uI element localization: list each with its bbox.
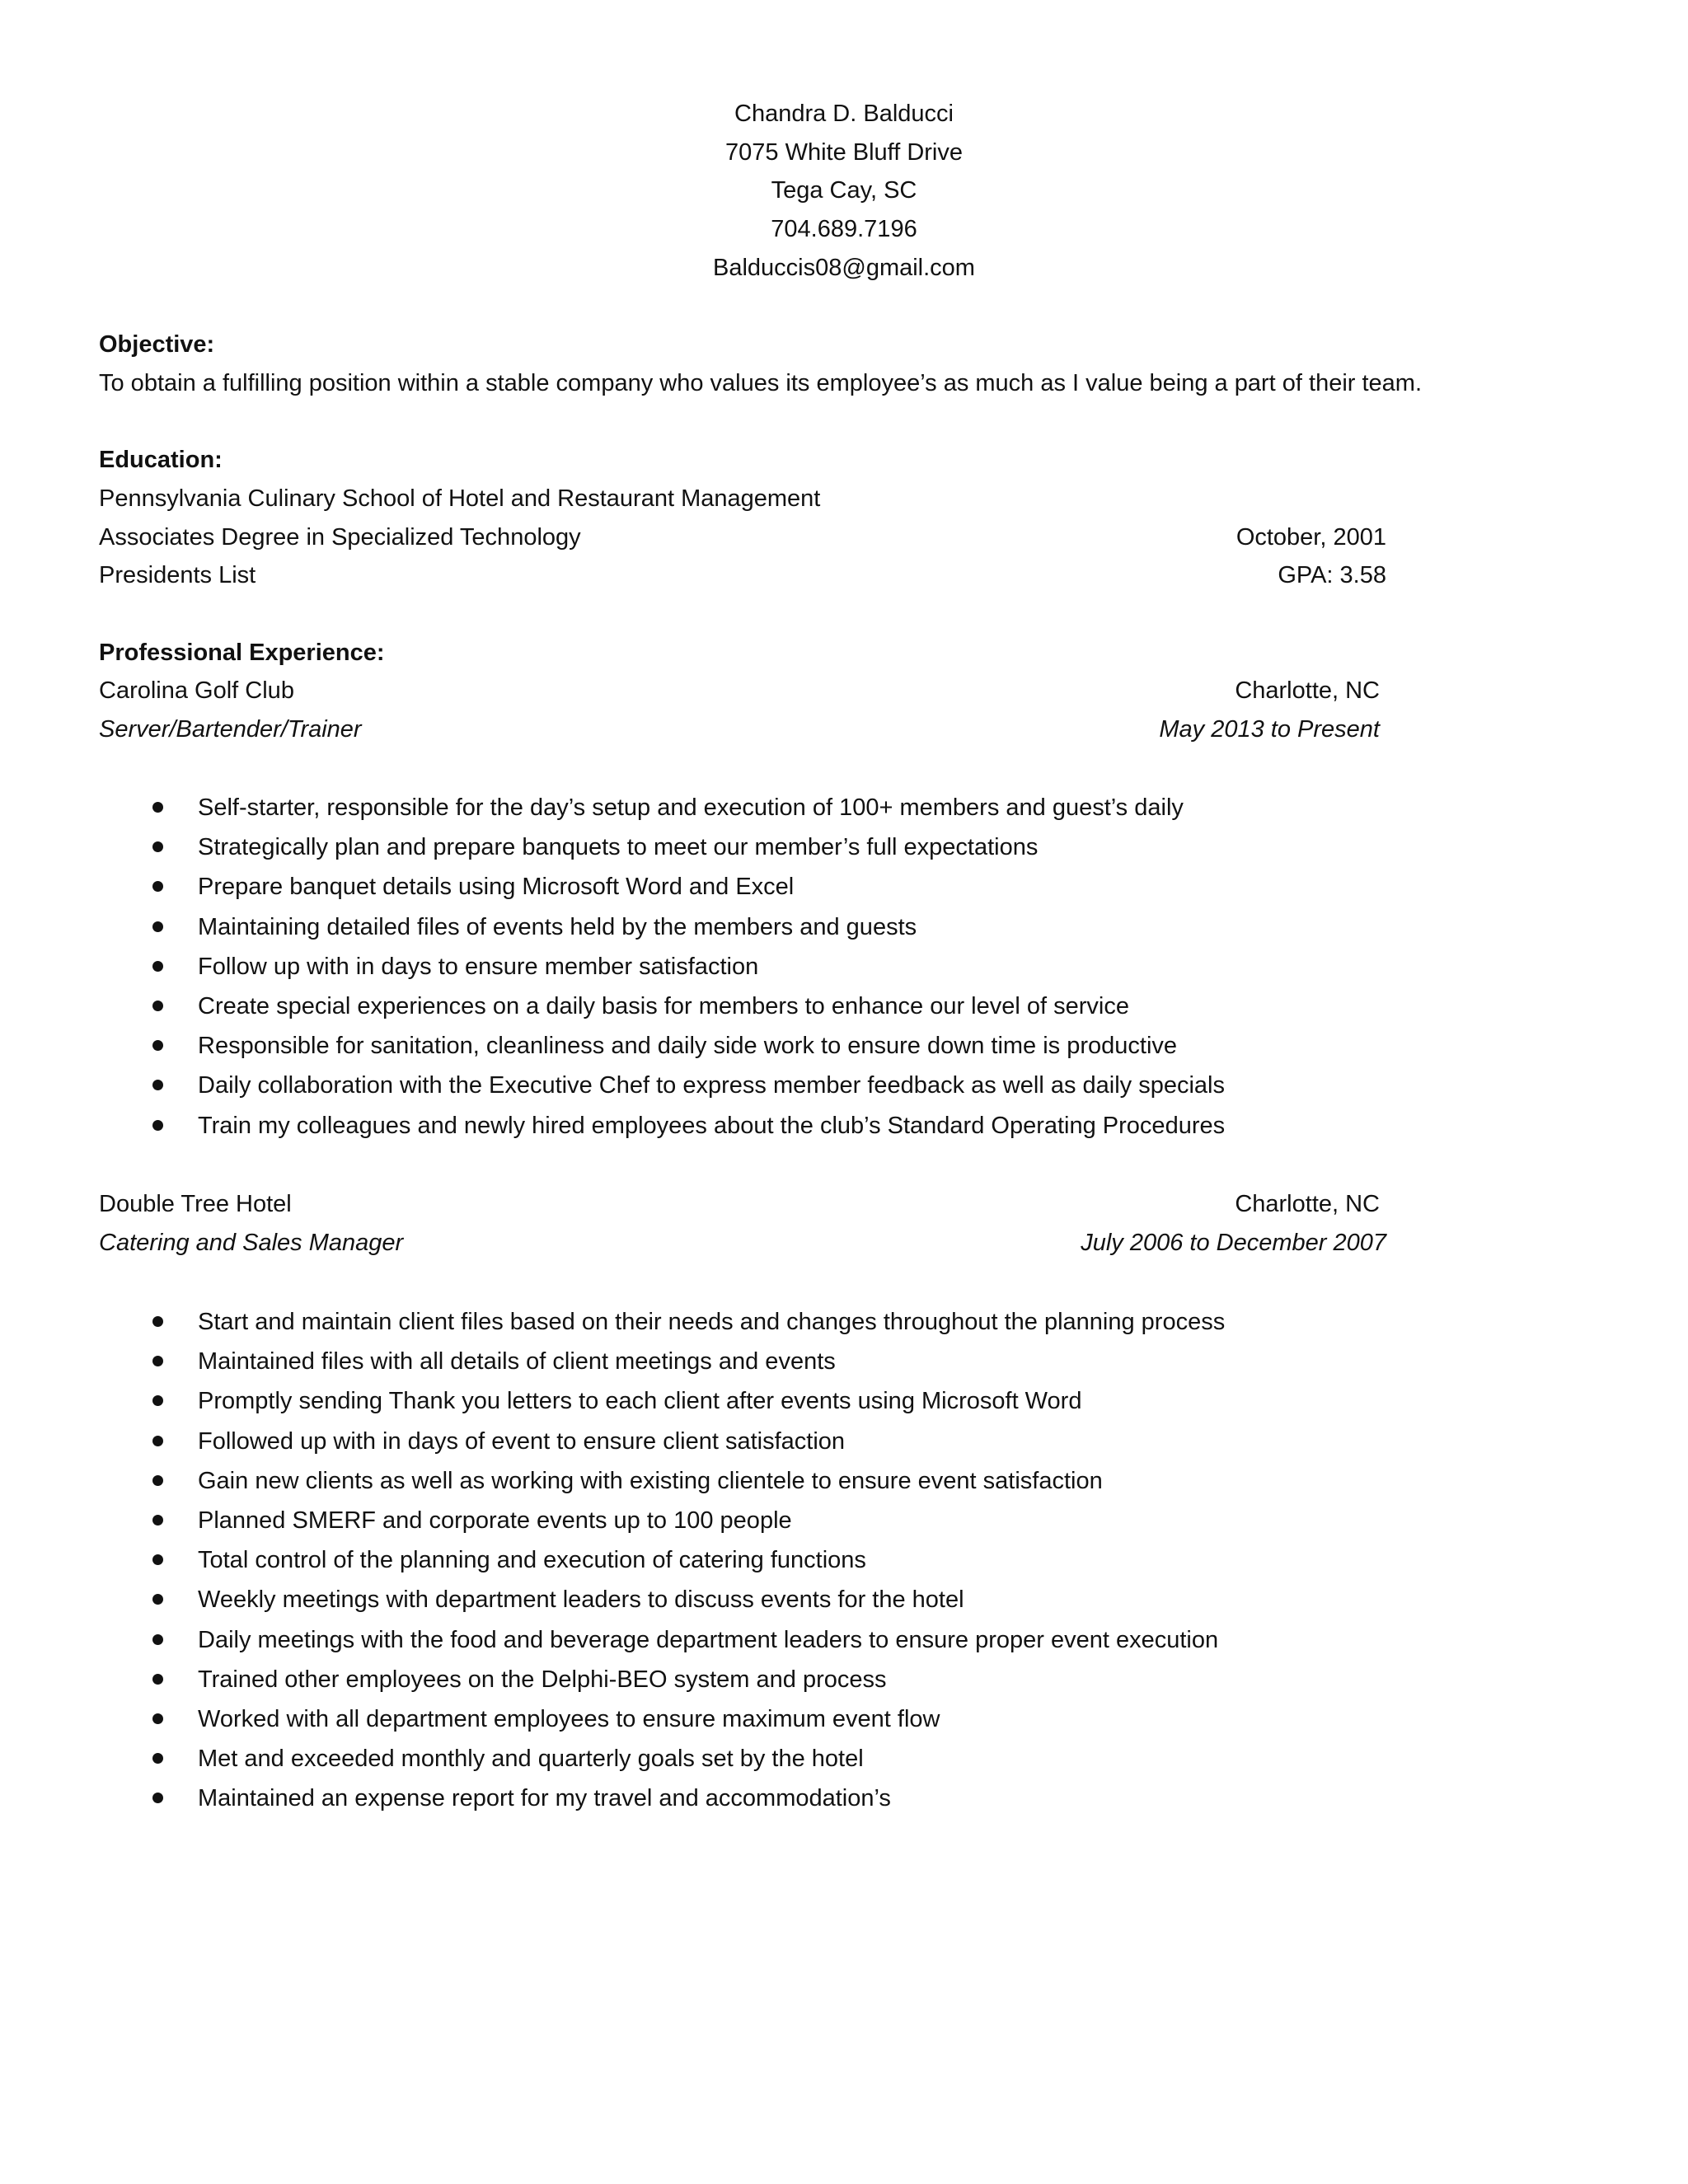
list-item: Strategically plan and prepare banquets to meet our member’s full expectations xyxy=(0,836,1688,875)
bullet-icon xyxy=(152,802,163,813)
bullet-icon xyxy=(152,1316,163,1327)
job-bullet-list xyxy=(0,796,1688,1154)
list-item: Maintained an expense report for my travel and accommodation’s xyxy=(0,1787,1688,1826)
list-item: Daily collaboration with the Executive Chef to express member feedback as well as daily specials xyxy=(0,1074,1688,1113)
list-item: Daily meetings with the food and beverage department leaders to ensure proper event execution xyxy=(0,1629,1688,1668)
job-location: Charlotte, NC xyxy=(1235,677,1380,704)
list-item: Maintained files with all details of client meetings and events xyxy=(0,1350,1688,1390)
education-school: Pennsylvania Culinary School of Hotel and Restaurant Management xyxy=(99,485,821,512)
list-item: Prepare banquet details using Microsoft Word and Excel xyxy=(0,875,1688,915)
bullet-icon xyxy=(152,1040,163,1051)
list-item: Planned SMERF and corporate events up to 100 people xyxy=(0,1509,1688,1549)
contact-phone: 704.689.7196 xyxy=(771,216,917,242)
bullet-icon xyxy=(152,841,163,852)
bullet-icon xyxy=(152,1674,163,1685)
bullet-icon xyxy=(152,1001,163,1011)
job-location: Charlotte, NC xyxy=(1235,1191,1380,1217)
education-honor: Presidents List xyxy=(99,562,256,588)
bullet-icon xyxy=(152,1594,163,1605)
bullet-icon xyxy=(152,921,163,932)
education-degree: Associates Degree in Specialized Technology xyxy=(99,524,581,551)
bullet-icon xyxy=(152,881,163,892)
list-item: Create special experiences on a daily basis for members to enhance our level of service xyxy=(0,995,1688,1034)
list-item: Self-starter, responsible for the day’s setup and execution of 100+ members and guest’s daily xyxy=(0,796,1688,836)
list-item: Worked with all department employees to ensure maximum event flow xyxy=(0,1708,1688,1747)
bullet-icon xyxy=(152,961,163,972)
list-item: Total control of the planning and execution of catering functions xyxy=(0,1549,1688,1588)
bullet-icon xyxy=(152,1515,163,1526)
job-employer: Double Tree Hotel xyxy=(99,1191,292,1217)
bullet-icon xyxy=(152,1395,163,1406)
contact-street: 7075 White Bluff Drive xyxy=(725,139,963,166)
job-bullet-list xyxy=(0,1310,1688,1826)
list-item: Follow up with in days to ensure member satisfaction xyxy=(0,955,1688,995)
bullet-icon xyxy=(152,1120,163,1131)
list-item: Gain new clients as well as working with existing clientele to ensure event satisfaction xyxy=(0,1469,1688,1509)
bullet-icon xyxy=(152,1475,163,1486)
list-item: Met and exceeded monthly and quarterly goals set by the hotel xyxy=(0,1747,1688,1787)
job-dates: May 2013 to Present xyxy=(1159,716,1380,743)
list-item: Responsible for sanitation, cleanliness and daily side work to ensure down time is productive xyxy=(0,1034,1688,1074)
education-gpa: GPA: 3.58 xyxy=(1278,562,1386,588)
bullet-icon xyxy=(152,1080,163,1090)
list-item: Start and maintain client files based on their needs and changes throughout the planning process xyxy=(0,1310,1688,1350)
education-heading: Education: xyxy=(99,447,223,473)
contact-name: Chandra D. Balducci xyxy=(734,101,954,127)
contact-email: Balduccis08@gmail.com xyxy=(713,255,975,281)
bullet-icon xyxy=(152,1793,163,1803)
list-item: Followed up with in days of event to ensure client satisfaction xyxy=(0,1430,1688,1469)
objective-heading: Objective: xyxy=(99,331,215,358)
bullet-icon xyxy=(152,1753,163,1764)
bullet-icon xyxy=(152,1356,163,1366)
list-item: Trained other employees on the Delphi-BEO system and process xyxy=(0,1668,1688,1708)
job-employer: Carolina Golf Club xyxy=(99,677,294,704)
job-title: Server/Bartender/Trainer xyxy=(99,716,362,743)
job-dates: July 2006 to December 2007 xyxy=(1081,1230,1386,1256)
list-item: Weekly meetings with department leaders to discuss events for the hotel xyxy=(0,1588,1688,1628)
education-date: October, 2001 xyxy=(1236,524,1386,551)
job-title: Catering and Sales Manager xyxy=(99,1230,404,1256)
bullet-icon xyxy=(152,1713,163,1724)
objective-text: To obtain a fulfilling position within a stable company who values its employee’s as much as I value being a part of their team. xyxy=(99,370,1423,396)
bullet-icon xyxy=(152,1634,163,1645)
list-item: Maintaining detailed files of events held by the members and guests xyxy=(0,916,1688,955)
contact-city: Tega Cay, SC xyxy=(771,177,917,204)
list-item: Train my colleagues and newly hired employees about the club’s Standard Operating Procedures xyxy=(0,1114,1688,1154)
list-item: Promptly sending Thank you letters to each client after events using Microsoft Word xyxy=(0,1390,1688,1429)
experience-heading: Professional Experience: xyxy=(99,640,385,666)
bullet-icon xyxy=(152,1436,163,1446)
bullet-icon xyxy=(152,1554,163,1565)
